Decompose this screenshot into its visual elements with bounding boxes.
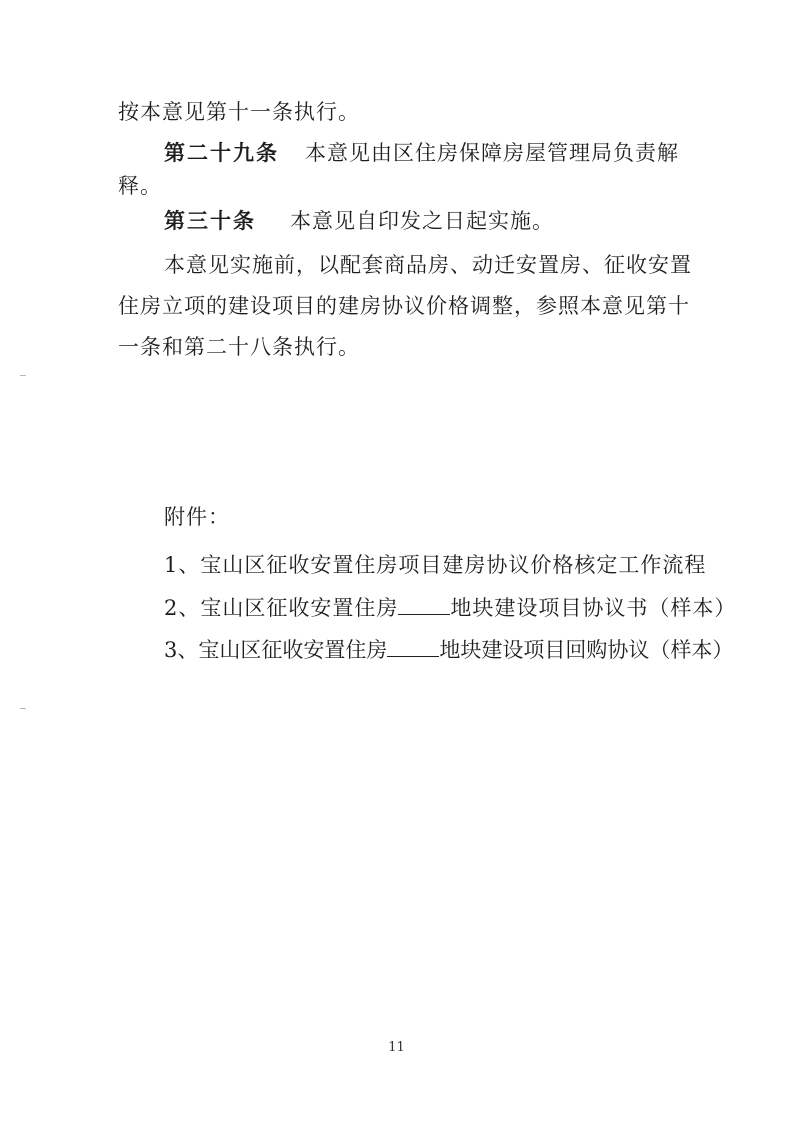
article-30 bbox=[118, 207, 678, 235]
article-30-text: 本意见自印发之日起实施。 bbox=[290, 209, 554, 233]
attachment-item-3-prefix: 3、宝山区征收安置住房 bbox=[164, 638, 388, 662]
attachment-item-3-suffix: 地块建设项目回购协议（样本） bbox=[439, 638, 734, 662]
article-29 bbox=[118, 139, 678, 167]
attachment-item-2 bbox=[164, 594, 737, 622]
page-number: 11 bbox=[388, 1040, 405, 1055]
attachment-item-3 bbox=[164, 636, 734, 664]
article-29-heading: 第二十九条 bbox=[164, 141, 279, 165]
article-29-continued bbox=[118, 172, 678, 200]
attachment-item-2-prefix: 2、宝山区征收安置住房 bbox=[164, 596, 399, 620]
fill-in-blank bbox=[398, 594, 450, 615]
paragraph-continuation bbox=[118, 98, 678, 126]
attachment-item-1-text: 1、宝山区征收安置住房项目建房协议价格核定工作流程 bbox=[164, 553, 707, 577]
scan-edge-mark bbox=[20, 375, 26, 376]
continuation-text: 按本意见第十一条执行。 bbox=[118, 100, 360, 124]
article-29-text-end: 释。 bbox=[118, 174, 162, 198]
transitional-text-3: 一条和第二十八条执行。 bbox=[118, 335, 360, 359]
transitional-paragraph-line3 bbox=[118, 333, 678, 361]
transitional-paragraph-line1 bbox=[118, 251, 692, 279]
attachment-item-1 bbox=[164, 551, 724, 579]
transitional-text-1: 本意见实施前，以配套商品房、动迁安置房、征收安置 bbox=[164, 253, 692, 277]
scan-edge-mark bbox=[20, 708, 26, 709]
transitional-text-2: 住房立项的建设项目的建房协议价格调整，参照本意见第十 bbox=[118, 294, 690, 318]
attachments-label-text: 附件： bbox=[164, 505, 230, 529]
article-30-heading: 第三十条 bbox=[164, 209, 256, 233]
attachments-label bbox=[164, 503, 724, 531]
fill-in-blank bbox=[387, 636, 439, 657]
article-29-text: 本意见由区住房保障房屋管理局负责解 bbox=[305, 141, 679, 165]
attachment-item-2-suffix: 地块建设项目协议书（样本） bbox=[450, 596, 737, 620]
transitional-paragraph-line2 bbox=[118, 292, 690, 320]
